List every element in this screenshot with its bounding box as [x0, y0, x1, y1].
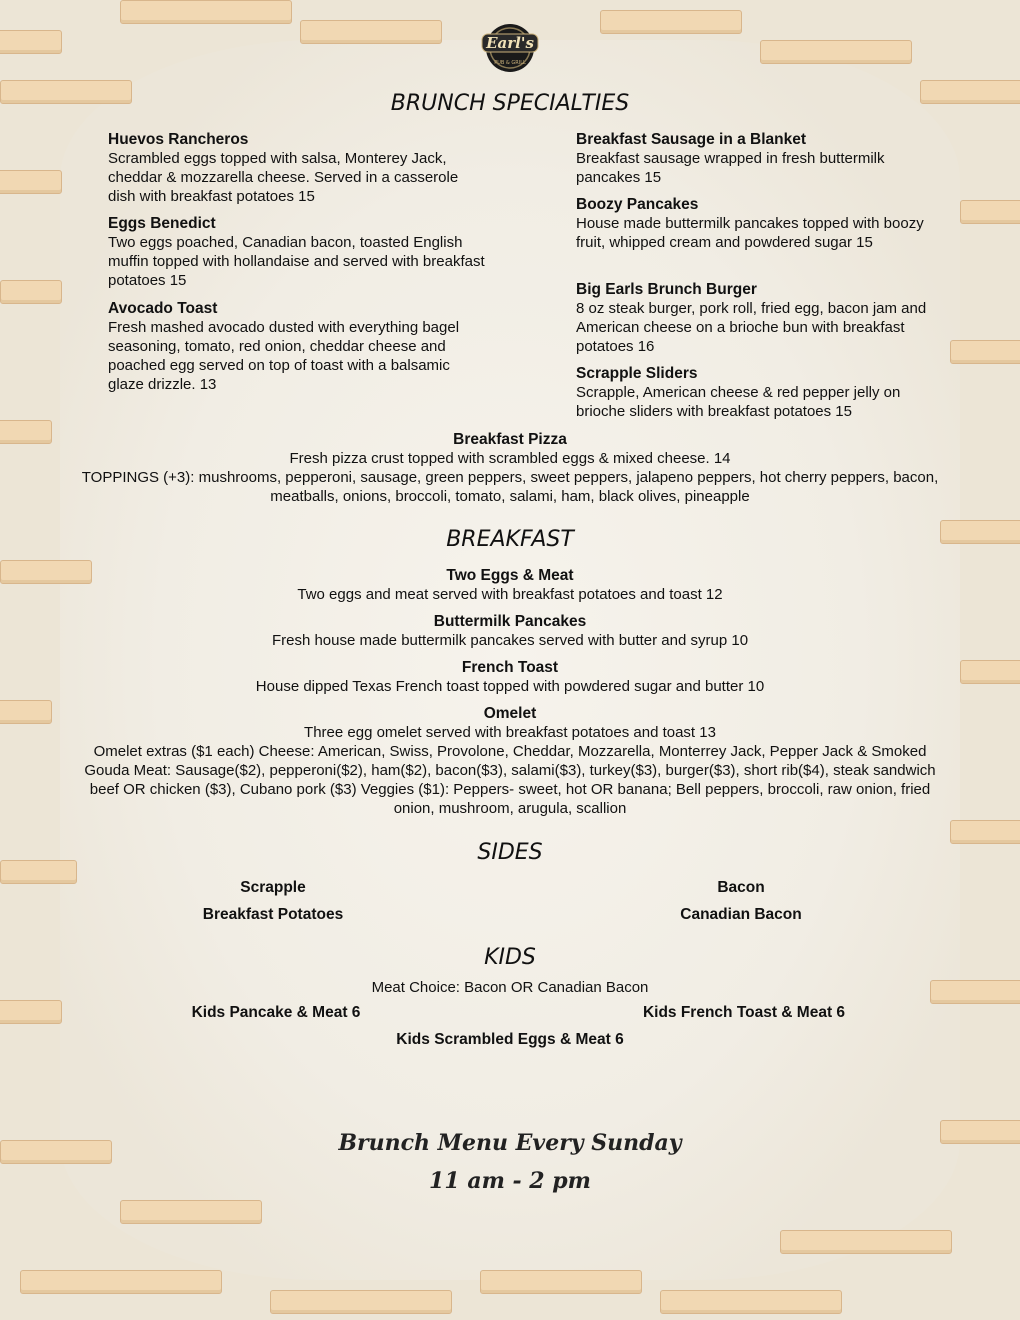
item-description: Fresh pizza crust topped with scrambled eggs & mixed cheese. 14: [289, 450, 731, 467]
kids-item: Kids Pancake & Meat 6: [191, 1004, 361, 1021]
meat-choice-note: Meat Choice: Bacon OR Canadian Bacon: [371, 979, 649, 996]
pizza-toppings: TOPPINGS (+3): mushrooms, pepperoni, sausage, green peppers, sweet peppers, jalapeno peppers, hot cherry peppers, bacon, meatballs, onions, broccoli, tomato, salami, ham, black olives, pineapple: [81, 469, 939, 505]
menu-item: [70, 566, 950, 604]
kids-heading: KIDS: [484, 945, 536, 970]
item-description: Two eggs and meat served with breakfast potatoes and toast 12: [297, 586, 723, 603]
menu-item: [70, 658, 950, 696]
omelet-extras: Omelet extras ($1 each) Cheese: American, Swiss, Provolone, Cheddar, Mozzarella, Monterrey Jack, Pepper Jack & Smoked Gouda Meat: Sausage($2), pepperoni($2), ham($2), bacon($3), salami($3), turkey($3), burger($3), short rib($4), steak sandwich beef OR chicken ($3), Cubano pork ($3) Veggies ($1): Peppers- sweet, hot OR banana; Bell peppers, broccoli, raw onion, fried onion, mushroom, arugula, scallion: [84, 743, 936, 817]
breakfast-pizza: [70, 430, 950, 506]
brick: [20, 1270, 222, 1294]
logo-text: Earl's: [486, 34, 534, 52]
item-description: Fresh house made buttermilk pancakes served with butter and syrup 10: [271, 632, 749, 649]
menu-item: [108, 299, 508, 394]
item-name: Breakfast Pizza: [453, 431, 567, 448]
side-item: Canadian Bacon: [680, 906, 802, 923]
brick: [0, 1000, 62, 1024]
menu-item: [70, 612, 950, 650]
kids-note: [70, 978, 950, 997]
menu-item: [576, 280, 976, 356]
item-name: French Toast: [461, 659, 559, 676]
item-description: House made buttermilk pancakes topped with boozy fruit, whipped cream and powdered sugar 15: [576, 215, 924, 251]
kids-item: Kids French Toast & Meat 6: [642, 1004, 846, 1021]
item-name: Eggs Benedict: [108, 215, 216, 232]
item-description: Three egg omelet served with breakfast potatoes and toast 13: [304, 724, 716, 741]
item-name: Huevos Rancheros: [108, 131, 249, 148]
brick: [780, 1230, 952, 1254]
logo-subtext: PUB & GRILL: [494, 60, 526, 66]
brick: [0, 170, 62, 194]
item-name: Buttermilk Pancakes: [433, 613, 587, 630]
brick: [0, 280, 62, 304]
sides-heading: SIDES: [477, 840, 543, 865]
brick: [300, 20, 442, 44]
brick: [0, 700, 52, 724]
menu-item: [108, 130, 508, 206]
earls-logo: [478, 14, 542, 78]
menu-item: [576, 364, 976, 421]
brick: [0, 420, 52, 444]
item-description: Breakfast sausage wrapped in fresh buttermilk pancakes 15: [576, 150, 885, 186]
brick: [120, 0, 292, 24]
breakfast-heading: BREAKFAST: [446, 527, 574, 552]
brick: [120, 1200, 262, 1224]
side-item: Breakfast Potatoes: [202, 906, 344, 923]
item-name: Omelet: [483, 705, 537, 722]
menu-item: [70, 704, 950, 818]
item-name: Breakfast Sausage in a Blanket: [576, 131, 807, 148]
item-name: Big Earls Brunch Burger: [576, 281, 757, 298]
item-description: Scrambled eggs topped with salsa, Monterey Jack, cheddar & mozzarella cheese. Served in a casserole dish with breakfast potatoes 15: [108, 150, 459, 205]
item-description: House dipped Texas French toast topped with powdered sugar and butter 10: [255, 678, 765, 695]
menu-item: [576, 130, 976, 187]
item-name: Two Eggs & Meat: [446, 567, 574, 584]
menu-item: [108, 214, 508, 290]
item-name: Scrapple Sliders: [576, 365, 698, 382]
menu-item: [576, 195, 976, 252]
brick: [0, 30, 62, 54]
item-description: 8 oz steak burger, pork roll, fried egg, bacon jam and American cheese on a brioche bun with breakfast potatoes 16: [576, 300, 927, 355]
brick: [760, 40, 912, 64]
brick: [480, 1270, 642, 1294]
item-description: Two eggs poached, Canadian bacon, toasted English muffin topped with hollandaise and served with breakfast potatoes 15: [108, 234, 485, 289]
brunch-specialties-heading: BRUNCH SPECIALTIES: [390, 91, 630, 116]
item-name: Avocado Toast: [108, 300, 218, 317]
brick: [600, 10, 742, 34]
side-item: Scrapple: [240, 879, 306, 896]
side-item: Bacon: [717, 879, 765, 896]
brunch-days-text: Brunch Menu Every Sunday: [338, 1130, 682, 1156]
brick: [270, 1290, 452, 1314]
brick: [960, 660, 1020, 684]
kids-item: Kids Scrambled Eggs & Meat 6: [396, 1031, 624, 1048]
item-description: Fresh mashed avocado dusted with everything bagel seasoning, tomato, red onion, cheddar cheese and poached egg served on top of toast with a balsamic glaze drizzle. 13: [108, 319, 460, 393]
item-name: Boozy Pancakes: [576, 196, 699, 213]
brick: [660, 1290, 842, 1314]
item-description: Scrapple, American cheese & red pepper jelly on brioche sliders with breakfast potatoes 15: [576, 384, 901, 420]
brunch-hours-text: 11 am - 2 pm: [429, 1168, 591, 1194]
